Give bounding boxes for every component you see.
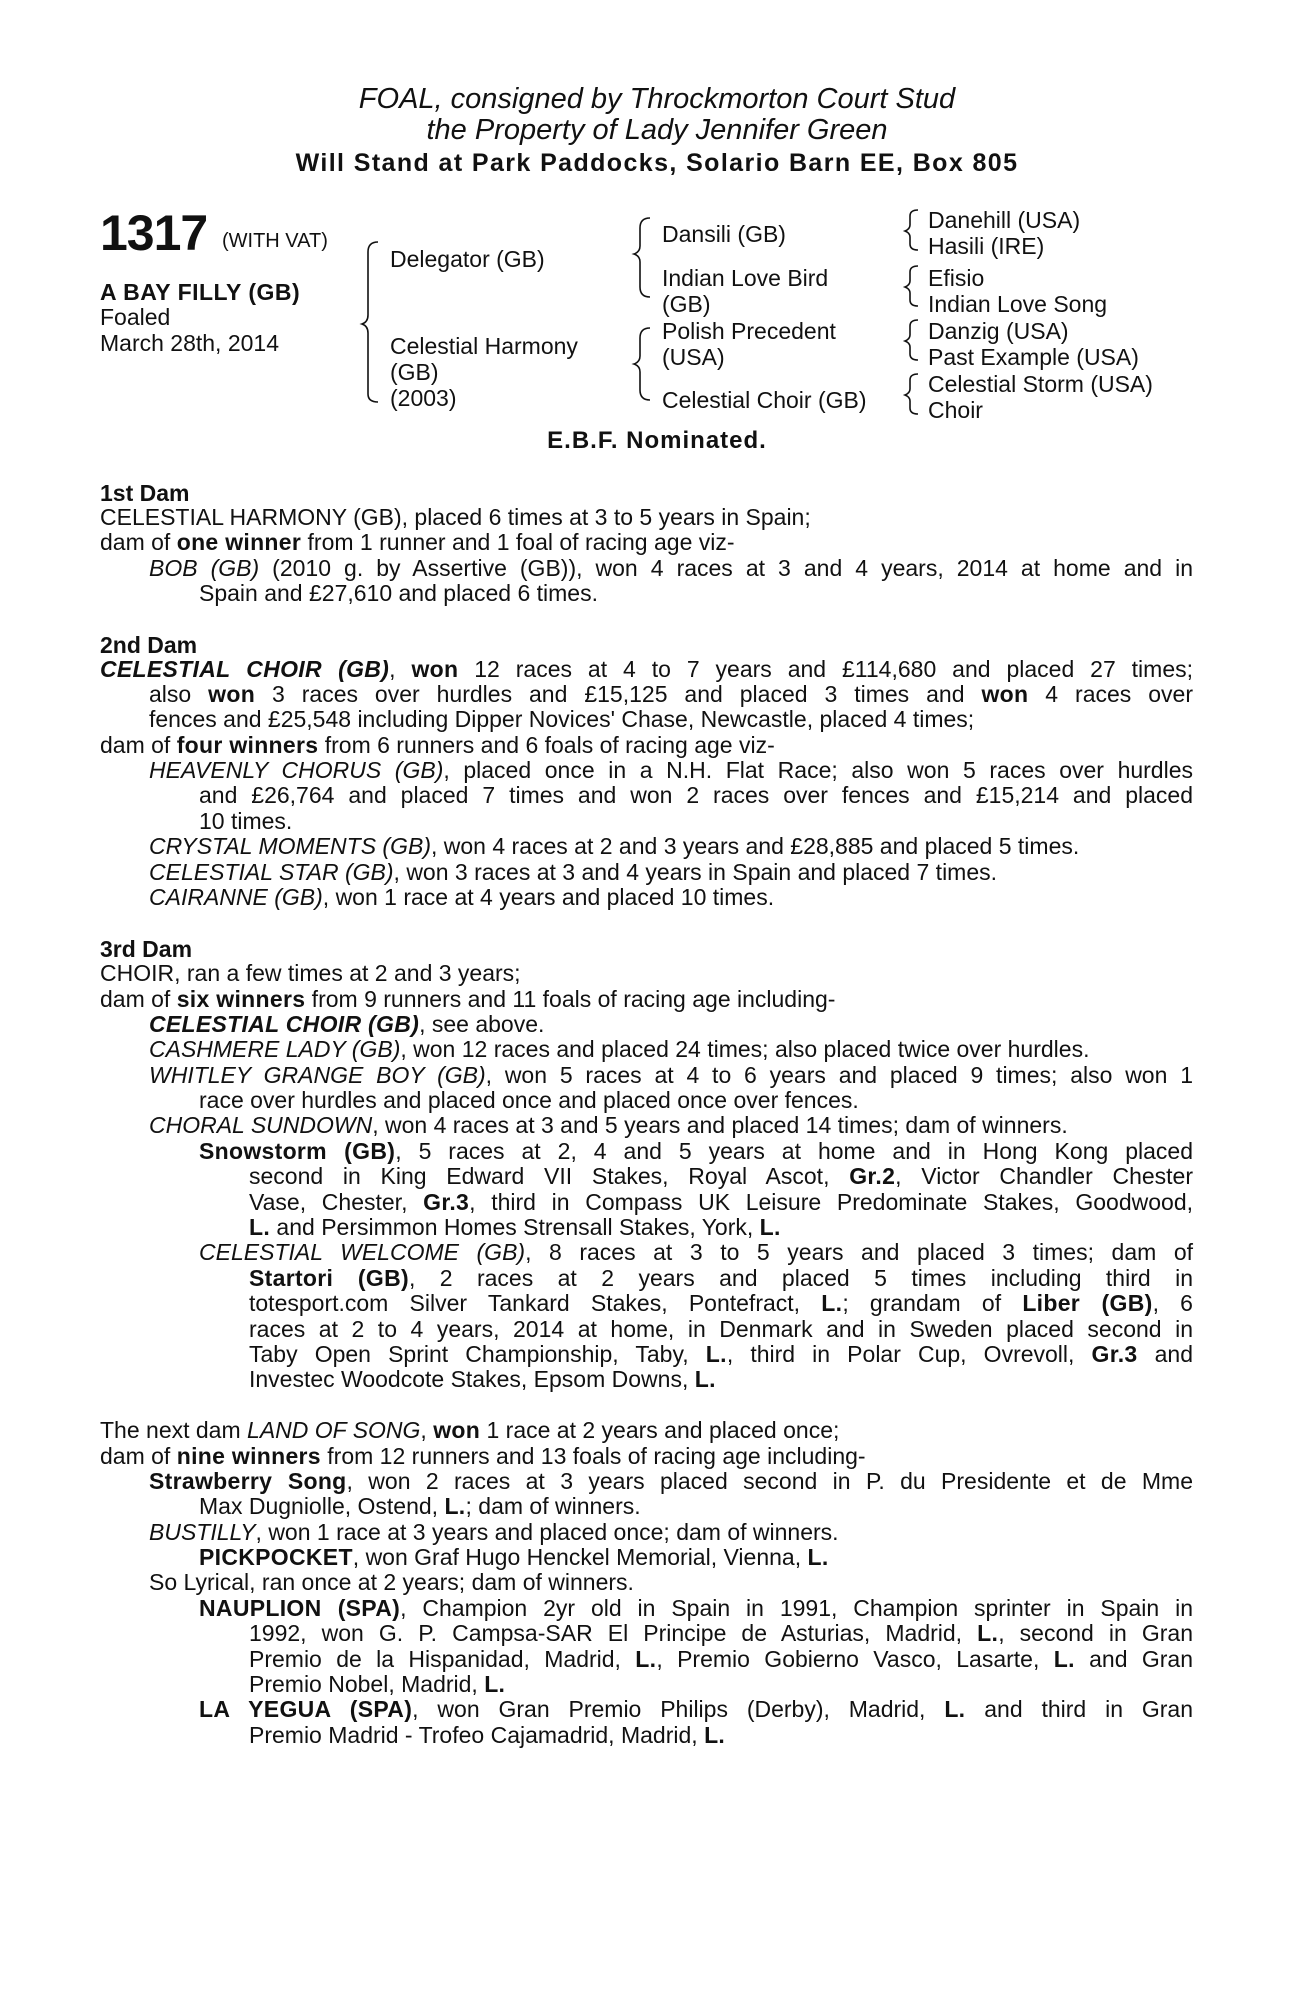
next-dam-progeny: So Lyrical, ran once at 2 years; dam of winners. bbox=[149, 1569, 634, 1595]
third-dam-grandprogeny: Snowstorm (GB), 5 races at 2, 4 and 5 years at home and in Hong Kong placed bbox=[199, 1138, 1194, 1164]
third-dam-line: CHOIR, ran a few times at 2 and 3 years; bbox=[100, 960, 521, 986]
second-dam-progeny: CRYSTAL MOMENTS (GB), won 4 races at 2 and 3 years and £28,885 and placed 5 times. bbox=[149, 833, 1080, 859]
ebf-note: E.B.F. Nominated. bbox=[547, 427, 767, 454]
foaled-date: March 28th, 2014 bbox=[100, 330, 280, 356]
first-dam-line: dam of one winner from 1 runner and 1 foal of racing age viz- bbox=[100, 529, 735, 555]
third-dam-line: Vase, Chester, Gr.3, third in Compass UK Leisure Predominate Stakes, Goodwood, bbox=[249, 1189, 1193, 1215]
pedigree-sire: Delegator (GB) bbox=[390, 246, 545, 272]
third-dam-line: Investec Woodcote Stakes, Epsom Downs, L. bbox=[249, 1366, 716, 1392]
pedigree-g3-4: Indian Love Song bbox=[928, 291, 1108, 317]
third-dam-progeny: CHORAL SUNDOWN, won 4 races at 3 and 5 years and placed 14 times; dam of winners. bbox=[149, 1112, 1068, 1138]
third-dam-heading: 3rd Dam bbox=[100, 936, 193, 962]
next-dam-grandprogeny: LA YEGUA (SPA), won Gran Premio Philips (Derby), Madrid, L. and third in Gran bbox=[199, 1696, 1193, 1722]
lot-description: A BAY FILLY (GB) bbox=[100, 279, 301, 305]
pedigree-g3-2: Hasili (IRE) bbox=[928, 233, 1045, 259]
pedigree-dam-sire-line1: Polish Precedent bbox=[662, 318, 836, 344]
next-dam-line: 1992, won G. P. Campsa-SAR El Principe de Asturias, Madrid, L., second in Gran bbox=[249, 1620, 1193, 1646]
pedigree-sire-dam-line2: (GB) bbox=[662, 291, 711, 317]
second-dam-progeny: CAIRANNE (GB), won 1 race at 4 years and placed 10 times. bbox=[149, 884, 775, 910]
vat-note: (WITH VAT) bbox=[222, 230, 328, 252]
next-dam-line: Max Dugniolle, Ostend, L.; dam of winners. bbox=[199, 1493, 641, 1519]
next-dam-line: Premio Nobel, Madrid, L. bbox=[249, 1671, 506, 1697]
next-dam-grandprogeny: PICKPOCKET, won Graf Hugo Henckel Memorial, Vienna, L. bbox=[199, 1544, 829, 1570]
pedigree-sire-sire: Dansili (GB) bbox=[662, 221, 786, 247]
pedigree-g3-3: Efisio bbox=[928, 265, 985, 291]
next-dam-line: dam of nine winners from 12 runners and 13 foals of racing age including- bbox=[100, 1443, 866, 1469]
second-dam-line: 10 times. bbox=[199, 808, 293, 834]
second-dam-line: CELESTIAL CHOIR (GB), won 12 races at 4 to 7 years and £114,680 and placed 27 times; bbox=[100, 656, 1193, 682]
next-dam-line: Premio de la Hispanidad, Madrid, L., Premio Gobierno Vasco, Lasarte, L. and Gran bbox=[249, 1646, 1193, 1672]
foaled-label: Foaled bbox=[100, 304, 171, 330]
next-dam-progeny: BUSTILLY, won 1 race at 3 years and placed once; dam of winners. bbox=[149, 1519, 839, 1545]
first-dam-line: Spain and £27,610 and placed 6 times. bbox=[199, 580, 598, 606]
first-dam-progeny: BOB (GB) (2010 g. by Assertive (GB)), won 4 races at 3 and 4 years, 2014 at home and in bbox=[149, 555, 1194, 581]
next-dam-grandprogeny: NAUPLION (SPA), Champion 2yr old in Spain in 1991, Champion sprinter in Spain in bbox=[199, 1595, 1193, 1621]
second-dam-line: and £26,764 and placed 7 times and won 2 races over fences and £15,214 and placed bbox=[199, 782, 1193, 808]
second-dam-line: fences and £25,548 including Dipper Novices' Chase, Newcastle, placed 4 times; bbox=[149, 706, 975, 732]
third-dam-line: race over hurdles and placed once and placed once over fences. bbox=[199, 1087, 859, 1113]
second-dam-progeny: CELESTIAL STAR (GB), won 3 races at 3 and 4 years in Spain and placed 7 times. bbox=[149, 859, 998, 885]
property-line: the Property of Lady Jennifer Green bbox=[426, 114, 888, 146]
consignor-line: FOAL, consigned by Throckmorton Court Stud bbox=[358, 83, 956, 115]
lot-number: 1317 bbox=[100, 205, 208, 261]
third-dam-progeny: CELESTIAL CHOIR (GB), see above. bbox=[149, 1011, 545, 1037]
stabling-line: Will Stand at Park Paddocks, Solario Barn EE, Box 805 bbox=[295, 149, 1019, 177]
pedigree-dam-line2: (GB) bbox=[390, 359, 439, 385]
pedigree-dam-dam: Celestial Choir (GB) bbox=[662, 387, 867, 413]
pedigree-dam-line3: (2003) bbox=[390, 385, 457, 411]
pedigree-g3-6: Past Example (USA) bbox=[928, 344, 1139, 370]
pedigree-dam-line1: Celestial Harmony bbox=[390, 333, 578, 359]
first-dam-heading: 1st Dam bbox=[100, 480, 190, 506]
next-dam-progeny: Strawberry Song, won 2 races at 3 years placed second in P. du Presidente et de Mme bbox=[149, 1468, 1193, 1494]
pedigree-g3-7: Celestial Storm (USA) bbox=[928, 371, 1153, 397]
third-dam-progeny: WHITLEY GRANGE BOY (GB), won 5 races at 4 to 6 years and placed 9 times; also won 1 bbox=[149, 1062, 1193, 1088]
second-dam-line: also won 3 races over hurdles and £15,125 and placed 3 times and won 4 races over bbox=[149, 681, 1193, 707]
pedigree-g3-8: Choir bbox=[928, 397, 983, 423]
third-dam-line: Startori (GB), 2 races at 2 years and placed 5 times including third in bbox=[249, 1265, 1193, 1291]
third-dam-grandprogeny: CELESTIAL WELCOME (GB), 8 races at 3 to 5 years and placed 3 times; dam of bbox=[199, 1239, 1193, 1265]
third-dam-line: second in King Edward VII Stakes, Royal Ascot, Gr.2, Victor Chandler Chester bbox=[249, 1163, 1193, 1189]
next-dam-line: The next dam LAND OF SONG, won 1 race at 2 years and placed once; bbox=[100, 1417, 840, 1443]
third-dam-line: Taby Open Sprint Championship, Taby, L., third in Polar Cup, Ovrevoll, Gr.3 and bbox=[249, 1341, 1194, 1367]
third-dam-line: totesport.com Silver Tankard Stakes, Pontefract, L.; grandam of Liber (GB), 6 bbox=[249, 1290, 1193, 1316]
pedigree-dam-sire-line2: (USA) bbox=[662, 344, 725, 370]
second-dam-progeny: HEAVENLY CHORUS (GB), placed once in a N.H. Flat Race; also won 5 races over hurdles bbox=[149, 757, 1194, 783]
third-dam-line: L. and Persimmon Homes Strensall Stakes, York, L. bbox=[249, 1214, 781, 1240]
pedigree-sire-dam-line1: Indian Love Bird bbox=[662, 265, 829, 291]
second-dam-line: dam of four winners from 6 runners and 6 foals of racing age viz- bbox=[100, 732, 775, 758]
next-dam-line: Premio Madrid - Trofeo Cajamadrid, Madrid, L. bbox=[249, 1722, 726, 1748]
first-dam-line: CELESTIAL HARMONY (GB), placed 6 times at 3 to 5 years in Spain; bbox=[100, 504, 811, 530]
pedigree-g3-1: Danehill (USA) bbox=[928, 207, 1081, 233]
third-dam-line: races at 2 to 4 years, 2014 at home, in Denmark and in Sweden placed second in bbox=[249, 1316, 1193, 1342]
third-dam-line: dam of six winners from 9 runners and 11 foals of racing age including- bbox=[100, 986, 836, 1012]
pedigree-g3-5: Danzig (USA) bbox=[928, 318, 1069, 344]
second-dam-heading: 2nd Dam bbox=[100, 632, 198, 658]
third-dam-progeny: CASHMERE LADY (GB), won 12 races and placed 24 times; also placed twice over hurdles. bbox=[149, 1036, 1090, 1062]
